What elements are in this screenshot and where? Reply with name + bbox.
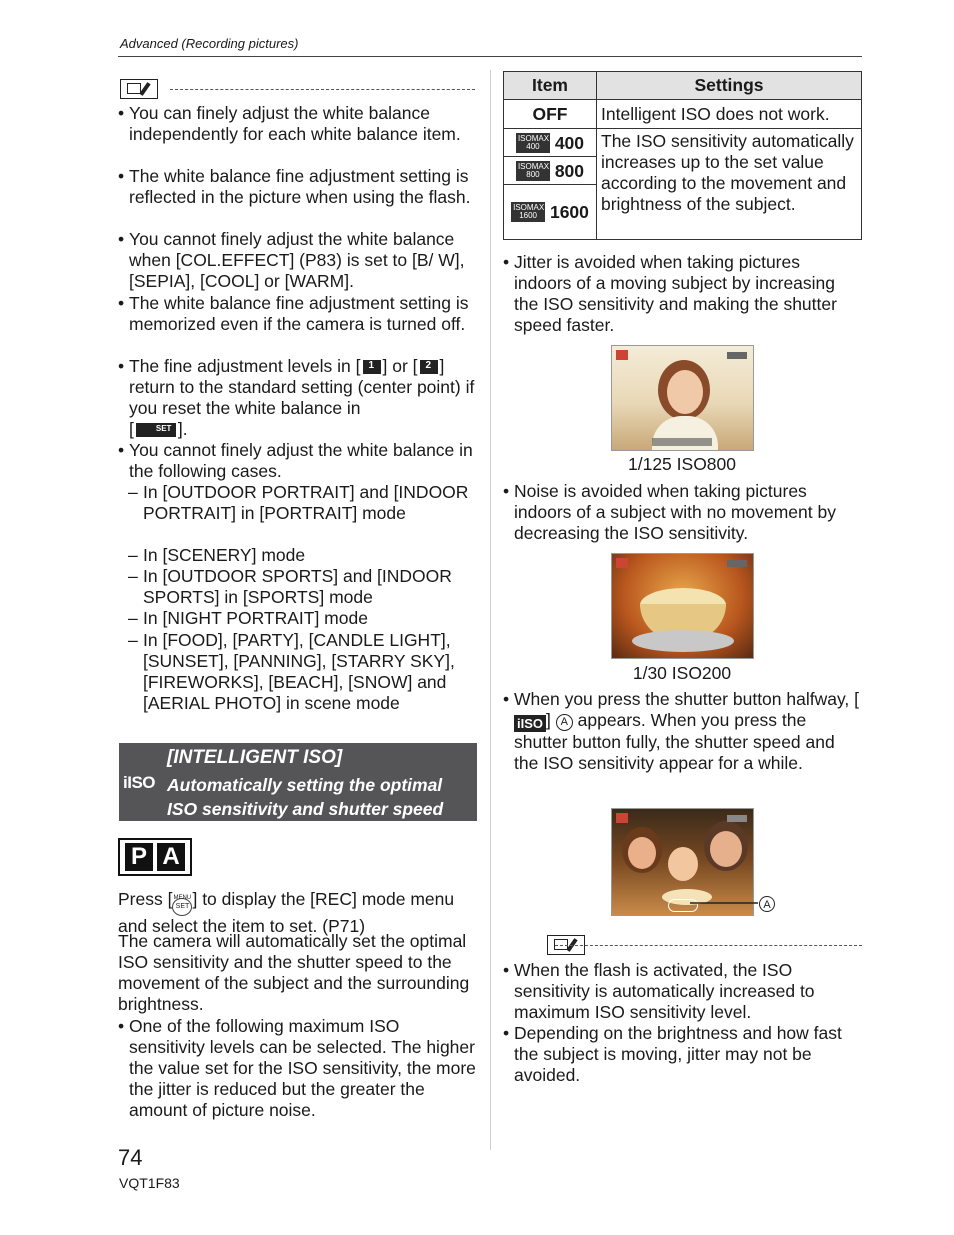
aperture-mode-icon: A bbox=[157, 843, 185, 871]
note-item-fine-levels: • The fine adjustment levels in [ 1 ] or [ 2 ] return to the standard setting (center point) if you reset the white balance in [ SET ]. bbox=[118, 356, 475, 439]
wb-set1-icon: 1 bbox=[363, 360, 381, 374]
isomax-400-icon: ISOMAX 400 bbox=[517, 133, 550, 151]
note-item: • You cannot finely adjust the white balance in the following cases. bbox=[118, 440, 473, 481]
intelligent-iso-indicator-icon: iISO bbox=[514, 715, 546, 732]
noise-note: • Noise is avoided when taking pictures indoors of a subject with no movement by decreasing the ISO sensitivity. bbox=[503, 481, 836, 543]
off-item: OFF bbox=[504, 100, 597, 129]
note-dash-line bbox=[555, 945, 862, 946]
photo-still-cake bbox=[611, 553, 754, 659]
note-item: • The white balance fine adjustment setting is memorized even if the camera is turned off. bbox=[118, 293, 469, 334]
iso-level-800: ISOMAX 800 800 bbox=[504, 157, 597, 185]
photo2-caption: 1/30 ISO200 bbox=[632, 663, 732, 683]
shutter-press-note: • When you press the shutter button halfway, [iISO ] A appears. When you press the shutter button fully, the shutter speed and the ISO sensitivity appear for a while. bbox=[503, 689, 860, 773]
note-item: • Depending on the brightness and how fast the subject is moving, jitter may not be avoided. bbox=[503, 1023, 842, 1085]
iso-settings-table bbox=[503, 71, 862, 240]
program-mode-icon: P bbox=[125, 843, 153, 871]
iso-level-400: ISOMAX 400 400 bbox=[504, 129, 597, 157]
header-rule bbox=[118, 56, 862, 57]
off-description: Intelligent ISO does not work. bbox=[597, 100, 862, 129]
wb-set2-icon: 2 bbox=[420, 360, 438, 374]
intelligent-iso-banner bbox=[119, 743, 477, 821]
note-item: • You cannot finely adjust the white balance when [COL.EFFECT] (P83) is set to [B/ W], [SEPIA], [COOL] or [WARM]. bbox=[118, 229, 465, 291]
case-item: – In [FOOD], [PARTY], [CANDLE LIGHT], [SUNSET], [PANNING], [STARRY SKY], [FIREWORKS], [BEACH], [SNOW] and [AERIAL PHOTO] in scene mode bbox=[128, 630, 455, 713]
max-iso-note: • One of the following maximum ISO sensitivity levels can be selected. The higher the value set for the ISO sensitivity, the more the jitter is reduced but the greater the amount of picture noise. bbox=[118, 1016, 476, 1120]
marker-a-leader bbox=[690, 893, 780, 915]
banner-title: [INTELLIGENT ISO] bbox=[167, 747, 343, 768]
isomax-800-icon: ISOMAX 800 bbox=[517, 161, 550, 179]
isomax-1600-icon: ISOMAX 1600 bbox=[513, 203, 545, 221]
page-number: 74 bbox=[118, 1145, 143, 1170]
mode-icons bbox=[118, 838, 192, 876]
press-instruction: Press [MENU SET ] to display the [REC] mode menu and select the item to set. (P71) bbox=[118, 889, 478, 937]
marker-a-icon: A bbox=[556, 714, 573, 731]
model-code: VQT1F83 bbox=[119, 1175, 180, 1191]
note-item: • When the flash is activated, the ISO sensitivity is automatically increased to maximum ISO sensitivity level. bbox=[503, 960, 815, 1022]
note-item: • You can finely adjust the white balance independently for each white balance item. bbox=[118, 103, 461, 144]
section-header: Advanced (Recording pictures) bbox=[120, 36, 299, 51]
levels-description: The ISO sensitivity automatically increases up to the set value according to the movement and brightness of the subject. bbox=[597, 129, 862, 240]
table-header-settings: Settings bbox=[597, 72, 862, 100]
case-item: – In [NIGHT PORTRAIT] mode bbox=[128, 608, 368, 628]
photo-moving-child bbox=[611, 345, 754, 451]
intro-paragraph: The camera will automatically set the optimal ISO sensitivity and the shutter speed to the movement of the subject and the surrounding brightness. bbox=[118, 931, 470, 1014]
column-divider bbox=[490, 70, 491, 1150]
table-header-item: Item bbox=[504, 72, 597, 100]
menu-set-button-icon: MENU SET bbox=[172, 898, 192, 916]
case-item: – In [OUTDOOR PORTRAIT] and [INDOOR PORTRAIT] in [PORTRAIT] mode bbox=[128, 482, 469, 523]
note-dash-line bbox=[170, 89, 475, 90]
note-icon bbox=[120, 79, 158, 99]
note-item: • The white balance fine adjustment setting is reflected in the picture when using the flash. bbox=[118, 166, 471, 207]
case-item: – In [OUTDOOR SPORTS] and [INDOOR SPORTS] in [SPORTS] mode bbox=[128, 566, 452, 607]
marker-a-label: A bbox=[763, 899, 771, 911]
jitter-note: • Jitter is avoided when taking pictures indoors of a moving subject by increasing the ISO sensitivity and making the shutter speed faster. bbox=[503, 252, 837, 335]
case-item: – In [SCENERY] mode bbox=[128, 545, 306, 565]
banner-subtitle: Automatically setting the optimal ISO sensitivity and shutter speed bbox=[167, 775, 444, 819]
iso-level-1600: ISOMAX 1600 1600 bbox=[504, 185, 597, 240]
photo1-caption: 1/125 ISO800 bbox=[628, 454, 736, 474]
intelligent-iso-icon: iISO bbox=[123, 773, 156, 792]
wb-set-icon: SET bbox=[136, 423, 176, 437]
